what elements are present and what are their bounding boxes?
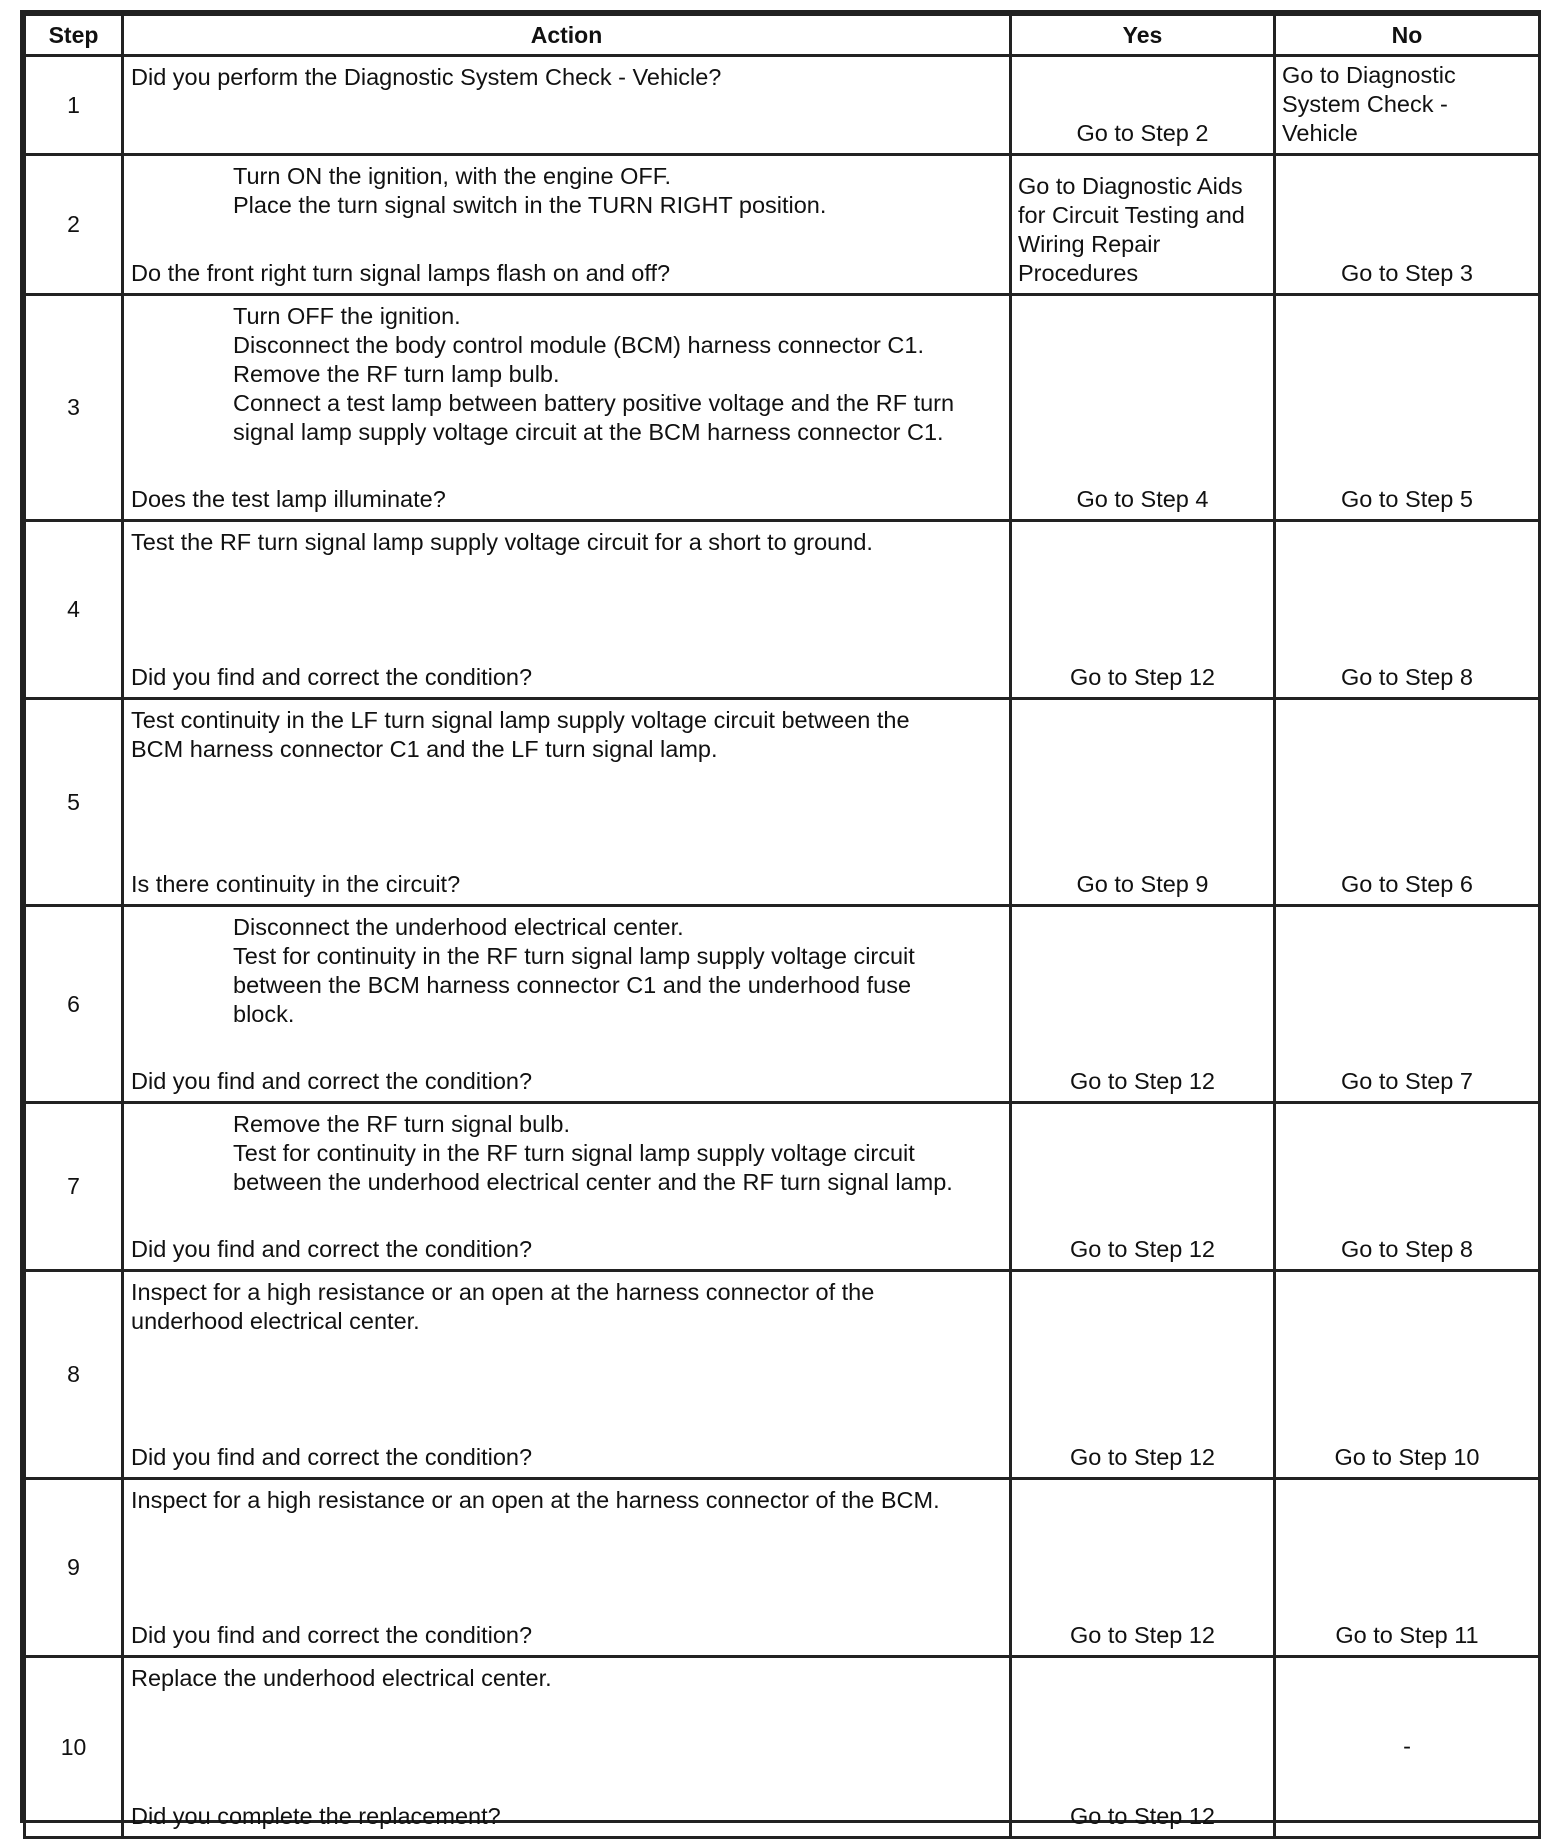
no-cell: Go to Step 6 [1275, 699, 1540, 906]
action-cell [123, 1479, 1011, 1657]
action-text [131, 1278, 1003, 1336]
action-line: between the BCM harness connector C1 and the underhood fuse [233, 972, 912, 998]
no-cell: Go to Step 5 [1275, 295, 1540, 521]
action-cell [123, 1271, 1011, 1479]
action-question: Did you find and correct the condition? [131, 1622, 533, 1648]
no-cell: Go to Step 7 [1275, 906, 1540, 1103]
step-number: 1 [25, 56, 123, 155]
no-cell: Go to Step 10 [1275, 1271, 1540, 1479]
table-row [25, 1103, 1540, 1271]
no-line: Vehicle [1282, 120, 1358, 146]
action-text [131, 1664, 1003, 1693]
action-cell [123, 521, 1011, 699]
action-question: Do the front right turn signal lamps flash on and off? [131, 260, 671, 286]
diagnostic-table [23, 13, 1541, 1839]
action-line: Remove the RF turn lamp bulb. [233, 361, 560, 387]
action-question: Did you find and correct the condition? [131, 1068, 533, 1094]
action-question: Did you find and correct the condition? [131, 1236, 533, 1262]
step-number: 9 [25, 1479, 123, 1657]
no-cell: Go to Step 3 [1275, 155, 1540, 295]
yes-cell: Go to Step 9 [1011, 699, 1275, 906]
action-text [131, 162, 1003, 220]
table-row [25, 295, 1540, 521]
yes-cell: Go to Step 2 [1011, 56, 1275, 155]
yes-cell: Go to Step 12 [1011, 521, 1275, 699]
yes-cell: Go to Step 4 [1011, 295, 1275, 521]
action-line: Connect a test lamp between battery positive voltage and the RF turn [233, 390, 955, 416]
action-line: Remove the RF turn signal bulb. [233, 1111, 570, 1137]
step-number: 7 [25, 1103, 123, 1271]
action-line: Inspect for a high resistance or an open at the harness connector of the BCM. [131, 1487, 940, 1513]
action-line: Place the turn signal switch in the TURN RIGHT position. [233, 192, 827, 218]
table-row [25, 906, 1540, 1103]
action-text [131, 913, 1003, 1029]
yes-cell: Go to Step 12 [1011, 1271, 1275, 1479]
action-question: Is there continuity in the circuit? [131, 871, 461, 897]
action-text [131, 1110, 1003, 1197]
action-line: block. [233, 1001, 295, 1027]
table-row [25, 521, 1540, 699]
action-question: Does the test lamp illuminate? [131, 486, 446, 512]
action-line: BCM harness connector C1 and the LF turn signal lamp. [131, 736, 718, 762]
no-line: Go to Diagnostic [1282, 62, 1456, 88]
no-cell [1275, 56, 1540, 155]
action-line: Did you perform the Diagnostic System Check - Vehicle? [131, 64, 722, 90]
yes-line: Wiring Repair [1018, 231, 1161, 257]
diagnostic-table-sheet [20, 10, 1541, 1829]
action-line: Disconnect the body control module (BCM) harness connector C1. [233, 332, 924, 358]
yes-cell [1011, 155, 1275, 295]
action-text [131, 302, 1003, 447]
step-number: 8 [25, 1271, 123, 1479]
action-text [131, 1486, 1003, 1515]
action-cell [123, 295, 1011, 521]
table-row [25, 699, 1540, 906]
action-line: underhood electrical center. [131, 1308, 420, 1334]
action-text [131, 63, 1003, 92]
action-text [131, 706, 1003, 764]
step-number: 10 [25, 1657, 123, 1838]
step-number: 6 [25, 906, 123, 1103]
action-cell [123, 56, 1011, 155]
action-line: Inspect for a high resistance or an open at the harness connector of the [131, 1279, 875, 1305]
no-cell: Go to Step 8 [1275, 521, 1540, 699]
step-number: 2 [25, 155, 123, 295]
table-row [25, 56, 1540, 155]
no-cell: Go to Step 8 [1275, 1103, 1540, 1271]
action-line: Test the RF turn signal lamp supply voltage circuit for a short to ground. [131, 529, 873, 555]
action-line: Replace the underhood electrical center. [131, 1665, 552, 1691]
action-question: Did you find and correct the condition? [131, 1444, 533, 1470]
table-header [25, 15, 1540, 56]
action-question: Did you find and correct the condition? [131, 664, 533, 690]
header-row [25, 15, 1540, 56]
no-line: System Check - [1282, 91, 1448, 117]
header-no: No [1275, 15, 1540, 56]
step-number: 3 [25, 295, 123, 521]
action-line: Disconnect the underhood electrical center. [233, 914, 684, 940]
action-line: signal lamp supply voltage circuit at the BCM harness connector C1. [233, 419, 944, 445]
action-line: Test for continuity in the RF turn signal lamp supply voltage circuit [233, 1140, 915, 1166]
yes-cell: Go to Step 12 [1011, 1657, 1275, 1838]
no-cell: - [1275, 1657, 1540, 1838]
action-cell [123, 906, 1011, 1103]
action-cell [123, 1657, 1011, 1838]
step-number: 4 [25, 521, 123, 699]
action-line: Turn ON the ignition, with the engine OFF. [233, 163, 672, 189]
header-action: Action [123, 15, 1011, 56]
action-line: Test for continuity in the RF turn signal lamp supply voltage circuit [233, 943, 915, 969]
action-text [131, 528, 1003, 557]
table-row [25, 1271, 1540, 1479]
table-row [25, 1479, 1540, 1657]
action-line: between the underhood electrical center and the RF turn signal lamp. [233, 1169, 953, 1195]
header-step: Step [25, 15, 123, 56]
no-cell: Go to Step 11 [1275, 1479, 1540, 1657]
yes-cell: Go to Step 12 [1011, 1479, 1275, 1657]
table-row [25, 1657, 1540, 1838]
header-yes: Yes [1011, 15, 1275, 56]
step-number: 5 [25, 699, 123, 906]
yes-line: for Circuit Testing and [1018, 202, 1245, 228]
yes-cell: Go to Step 12 [1011, 1103, 1275, 1271]
action-question: Did you complete the replacement? [131, 1803, 501, 1829]
yes-cell: Go to Step 12 [1011, 906, 1275, 1103]
table-body [25, 56, 1540, 1838]
action-cell [123, 699, 1011, 906]
action-cell [123, 155, 1011, 295]
table-row [25, 155, 1540, 295]
yes-line: Procedures [1018, 260, 1139, 286]
yes-line: Go to Diagnostic Aids [1018, 173, 1243, 199]
action-line: Turn OFF the ignition. [233, 303, 461, 329]
action-cell [123, 1103, 1011, 1271]
action-line: Test continuity in the LF turn signal lamp supply voltage circuit between the [131, 707, 910, 733]
